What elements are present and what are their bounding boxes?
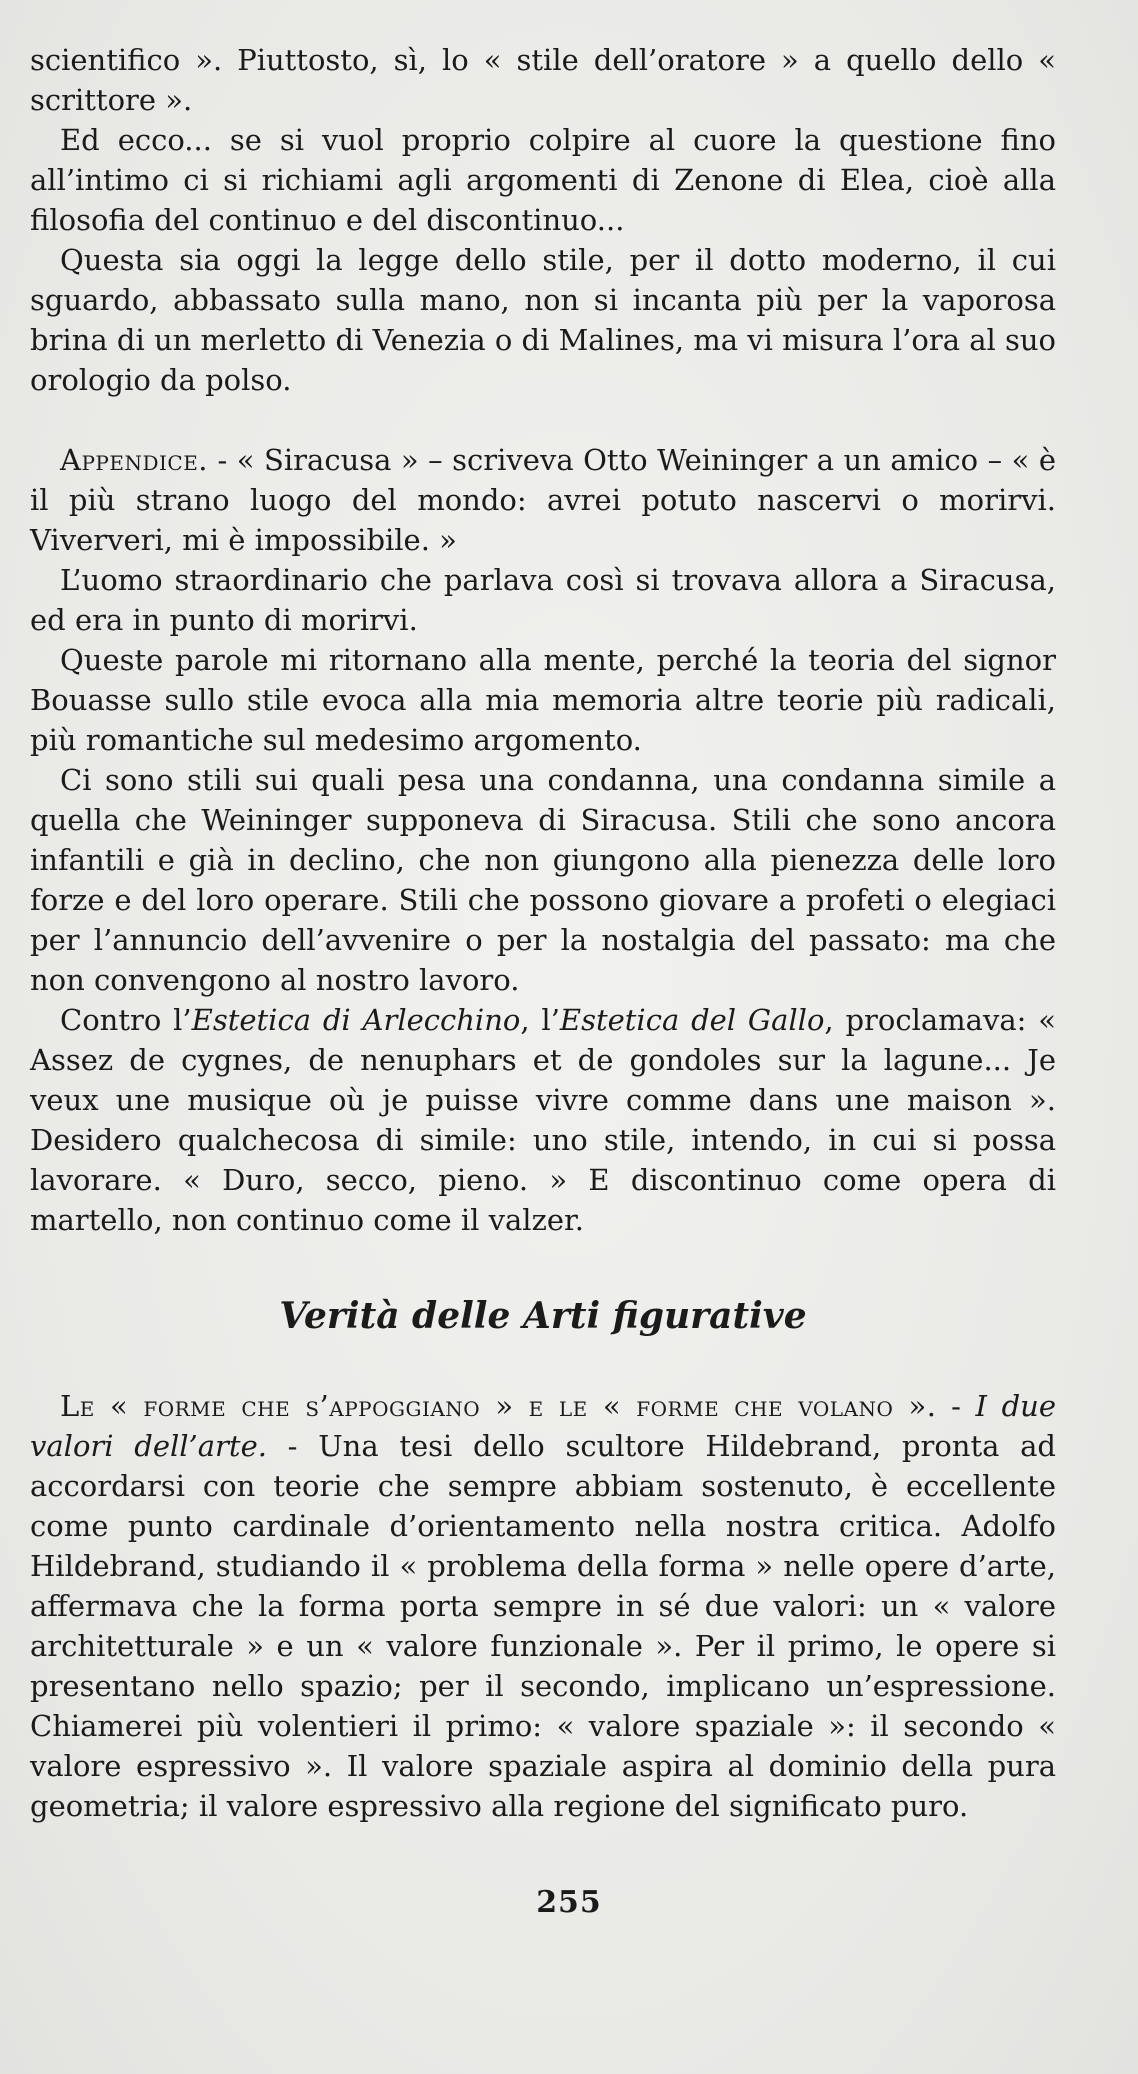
contro-title-gallo: Estetica del Gallo xyxy=(559,1003,825,1037)
section-body: - Una tesi dello scultore Hildebrand, pronta ad accordarsi con teorie che sempre abbiam sostenuto, è eccellente come punto cardinale d’orientamento nella nostra critica. Adolfo Hildebrand, studiando il « problema della forma » nelle opere d’arte, affermava che la forma porta sempre in sé due valori: un « valore architetturale » e un « valore funzionale ». Per il primo, le opere si presentano nello spazio; per il secondo, implicano un’espressione. Chiamerei più volentieri il primo: « valore spaziale »: il secondo « valore espressivo ». Il valore spaziale aspira al dominio della pura geometria; il valore espressivo alla regione del significato puro. xyxy=(30,1429,1056,1823)
paragraph-uomo-straordinario: L’uomo straordinario che parlava così si trovava allora a Siracusa, ed era in punto di morirvi. xyxy=(30,563,1056,637)
contro-text-1: Contro l’ xyxy=(60,1003,192,1037)
section-dash: - xyxy=(936,1389,976,1423)
paragraph-appendice xyxy=(30,440,1056,560)
paragraph-bouasse: Queste parole mi ritornano alla mente, perché la teoria del signor Bouasse sullo stile evoca alla mia memoria altre teorie più radicali, più romantiche sul medesimo argomento. xyxy=(30,643,1056,757)
blank-line xyxy=(30,400,1056,440)
contro-text-3: , proclamava: « Assez de cygnes, de nenuphars et de gondoles sur la lagune... Je veux une musique où je puisse vivre comme dans une maison ». Desidero qualchecosa di simile: uno stile, intendo, in cui si possa lavorare. « Duro, secco, pieno. » E discontinuo come opera di martello, non continuo come il valzer. xyxy=(30,1003,1056,1237)
page-number: 255 xyxy=(536,1885,602,1920)
paragraph-zenone: Ed ecco... se si vuol proprio colpire al cuore la questione fino all’intimo ci si richiami agli argomenti di Zenone di Elea, cioè alla filosofia del continuo e del discontinuo... xyxy=(30,123,1056,237)
section-heading: Verità delle Arti figurative xyxy=(279,1295,807,1337)
paragraph-stili-condanna: Ci sono stili sui quali pesa una condanna, una condanna simile a quella che Weininger supponeva di Siracusa. Stili che sono ancora infantili e già in declino, che non giungono alla pienezza delle loro forze e del loro operare. Stili che possono giovare a profeti o elegiaci per l’annuncio dell’avvenire o per la nostalgia del passato: ma che non convengono al nostro lavoro. xyxy=(30,763,1056,997)
section-subtitle: I due valori dell’arte. xyxy=(30,1389,1056,1463)
appendice-label: Appendice. xyxy=(60,443,209,477)
paragraph-continuation: scientifico ». Piuttosto, sì, lo « stile dell’oratore » a quello dello « scrittore ». xyxy=(30,43,1056,117)
paragraph-hildebrand xyxy=(30,1386,1056,1826)
appendice-text: - « Siracusa » – scriveva Otto Weininger a un amico – « è il più strano luogo del mondo: avrei potuto nascervi o morirvi. Viververi, mi è impossibile. » xyxy=(30,443,1056,557)
section-subheading: Le « forme che s’appoggiano » e le « forme che volano ». xyxy=(60,1389,937,1423)
contro-text-2: , l’ xyxy=(520,1003,560,1037)
paragraph-legge-dello-stile: Questa sia oggi la legge dello stile, per il dotto moderno, il cui sguardo, abbassato sulla mano, non si incanta più per la vaporosa brina di un merletto di Venezia o di Malines, ma vi misura l’ora al suo orologio da polso. xyxy=(30,243,1057,397)
paragraph-contro xyxy=(30,1000,1056,1240)
contro-title-arlecchino: Estetica di Arlecchino xyxy=(191,1003,521,1037)
